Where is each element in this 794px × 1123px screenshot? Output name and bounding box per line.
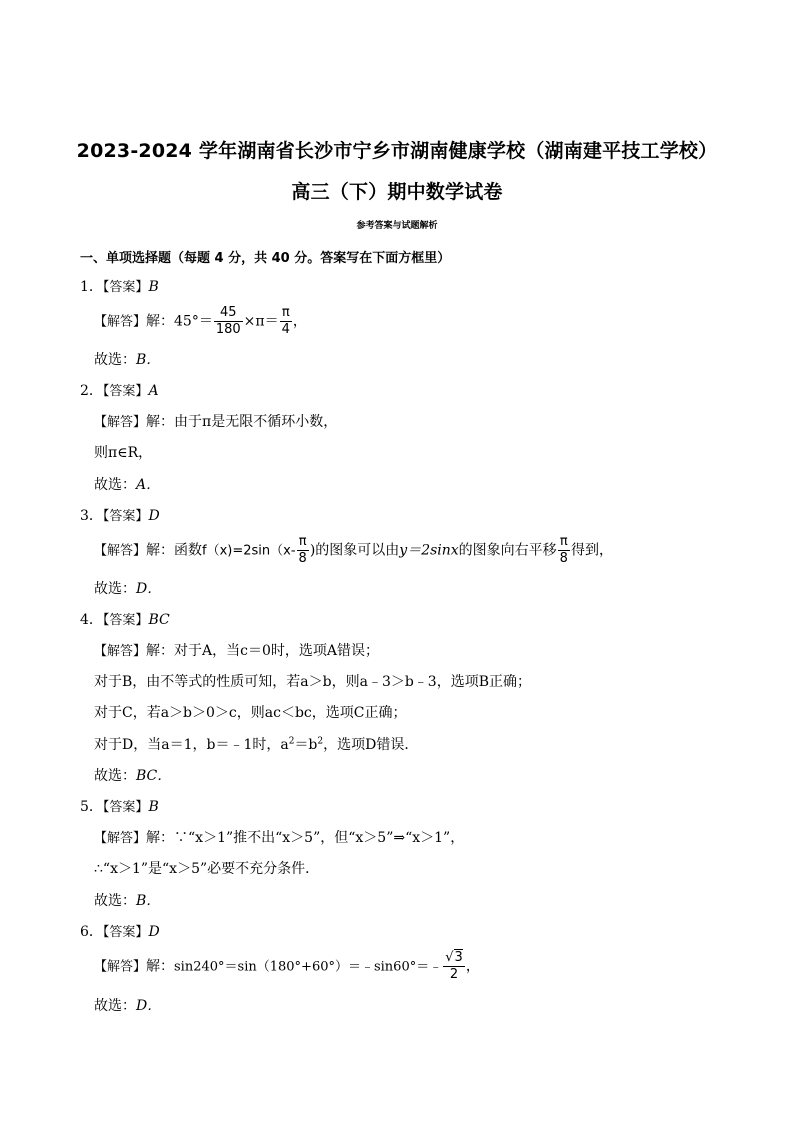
q5-choose-label: 故选： [94,893,136,909]
q4-choose-label: 故选： [94,768,136,784]
q2-analysis-tag: 【解答】 [94,415,147,430]
q4-answer: BC [148,612,170,628]
q6-frac-den: 2 [449,967,459,982]
q6-analysis-tag: 【解答】 [94,959,147,975]
q5-analysis-tag: 【解答】 [94,831,147,846]
q4-solve-label: 解： [146,643,175,659]
q1-frac1-den: 180 [215,322,241,337]
q5-number: 5． [80,799,103,815]
q1-expr-prefix: 45°＝ [174,313,213,330]
q4-line4 [94,735,418,755]
q3-number: 3． [80,508,103,524]
q4-line4-sup2: 2 [317,736,324,747]
q3-choice: D． [136,581,162,597]
q6-answer-tag: 【答案】 [102,925,149,940]
q6-expr: sin240°＝sin（180°+60°）＝﹣sin60°＝﹣ [174,959,443,975]
q4-line2: 对于B，由不等式的性质可知，若a＞b，则a﹣3＞b﹣3，选项B正确； [94,674,532,690]
q2-solve-label: 解： [146,414,175,430]
q3-answer-tag: 【答案】 [102,509,149,524]
q5-line2: ∴“x＞1”是“x＞5”必要不充分条件． [94,861,320,877]
q3-analysis-tag: 【解答】 [94,543,147,559]
q3-text-a: 函数 [174,542,203,559]
q1-solve-label: 解： [146,313,175,330]
q1-frac2-num: π [280,305,292,322]
q1-choice: B． [136,352,161,368]
q4-line4-b: ＝b [294,737,318,753]
q2-answer-tag: 【答案】 [102,384,149,399]
q3-analysis-line [94,534,613,567]
q1-expr-tail: ， [292,313,307,330]
q4-answer-line [80,610,170,631]
q5-answer-tag: 【答案】 [102,800,149,815]
q1-analysis-tag: 【解答】 [94,314,147,330]
q1-choice-line [94,350,160,370]
q3-frac1-num: π [297,534,309,551]
q5-answer-line [80,797,159,818]
q2-line2: 则π∈R， [94,445,153,461]
q3-frac1-den: 8 [298,551,307,566]
q4-line4-sup1: 2 [288,736,295,747]
q1-fraction-1 [214,305,243,338]
q3-text-e: 的图象向右平移 [458,542,557,559]
page-title-line2: 高三（下）期中数学试卷 [291,181,503,203]
q6-solve-label: 解： [146,958,175,975]
page-subtitle: 参考答案与试题解析 [356,221,438,231]
q4-line3: 对于C，若a＞b＞0＞c，则ac＜bc，选项C正确； [94,705,407,721]
q5-solve-label: 解： [146,830,175,846]
q6-choose-label: 故选： [94,998,136,1014]
q6-answer-line [80,922,160,943]
q5-analysis-line [94,828,464,849]
q5-choice-line [94,891,160,911]
q1-frac1-num: 45 [214,305,243,322]
q2-number: 2． [80,383,103,399]
q5-answer: B [148,799,159,815]
q5-choice: B． [136,893,161,909]
q3-frac2-den: 8 [559,551,568,566]
q3-answer-line [80,506,160,527]
q2-answer: A [148,383,159,399]
q3-text-b: f（x)=2sin（x- [202,543,296,559]
q1-expr-mid: ×π＝ [243,313,279,330]
q6-choice-line [94,996,161,1016]
q2-line1: 由于π是无限不循环小数， [174,414,338,430]
q1-choose-label: 故选： [94,352,136,368]
q6-frac-num: √3 [445,950,463,965]
q3-fraction-1 [297,534,309,567]
q3-choose-label: 故选： [94,581,136,597]
q4-line1: 对于A，当c＝0时，选项A错误； [174,643,379,659]
page-title-line1: 2023-2024 学年湖南省长沙市宁乡市湖南健康学校（湖南建平技工学校） [76,140,718,162]
q4-number: 4． [80,612,103,628]
q2-answer-line [80,381,159,402]
q1-analysis-line [94,305,307,338]
q1-number: 1． [80,279,103,295]
q4-answer-tag: 【答案】 [102,613,149,628]
q6-choice: D． [136,998,162,1014]
section-heading: 一、单项选择题（每题 4 分，共 40 分。答案写在下面方框里） [80,251,451,266]
q1-answer-line [80,277,159,298]
q3-frac2-num: π [558,534,570,551]
q4-line4-c: ，选项D错误． [323,737,419,753]
q6-fraction [443,950,465,983]
q1-fraction-2 [280,305,292,338]
q4-analysis-tag: 【解答】 [94,644,147,659]
q3-solve-label: 解： [146,542,175,559]
q2-choose-label: 故选： [94,477,136,493]
q3-text-f: 得到， [570,542,613,559]
q2-choice: A． [136,477,161,493]
q6-analysis-line [94,950,480,983]
q6-answer: D [148,924,160,940]
q4-choice-line [94,766,171,786]
q1-answer: B [148,279,159,295]
q1-frac2-den: 4 [281,322,290,337]
q1-answer-tag: 【答案】 [102,280,149,295]
q6-number: 6． [80,924,103,940]
q4-line4-a: 对于D，当a＝1，b＝﹣1时，a [94,737,289,753]
q3-fraction-2 [558,534,570,567]
q3-text-c: )的图象可以由 [309,542,400,559]
q5-line1: ∵“x＞1”推不出“x＞5”，但“x＞5”⇒“x＞1”， [174,830,465,846]
q3-choice-line [94,579,161,599]
q6-expr-tail: ， [465,958,480,975]
q3-answer: D [148,508,160,524]
q4-choice: BC． [136,768,172,784]
q6-sqrt-value: 3 [454,950,463,965]
q4-analysis-line [94,641,379,662]
q2-analysis-line [94,412,337,433]
q3-text-d: y＝2sinx [399,542,459,559]
q2-choice-line [94,475,160,495]
